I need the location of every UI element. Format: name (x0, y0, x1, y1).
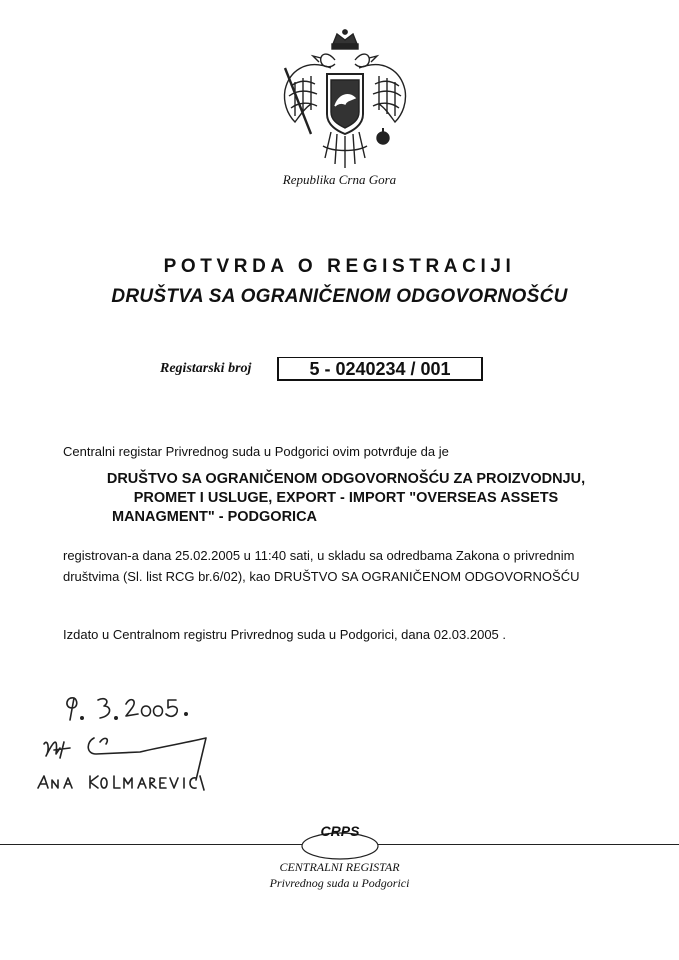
registration-label: Registarski broj (160, 361, 252, 376)
company-name-line1: DRUŠTVO SA OGRANIČENOM ODGOVORNOŠĆU ZA PROIZVODNJU, (106, 471, 586, 487)
registration-statement-line1: registrovan-a dana 25.02.2005 u 11:40 sati, u skladu sa odredbama Zakona o privrednim (63, 548, 575, 563)
document-title: POTVRDA O REGISTRACIJI (163, 256, 516, 277)
intro-text: Centralni registar Privrednog suda u Podgorici ovim potvrđuje da je (63, 444, 449, 459)
signature-icon (30, 692, 250, 812)
stamp-registry-name: CENTRALNI REGISTAR (279, 860, 400, 874)
company-name-line3: MANAGMENT" - PODGORICA (112, 509, 318, 525)
issued-statement: Izdato u Centralnom registru Privrednog suda u Podgorici, dana 02.03.2005 . (63, 627, 506, 642)
company-name (66, 470, 626, 527)
republic-caption: Republika Crna Gora (282, 172, 397, 187)
company-name-line2: PROMET I USLUGE, EXPORT - IMPORT "OVERSEAS ASSETS (133, 490, 559, 506)
registration-statement-line2: društvima (Sl. list RCG br.6/02), kao DRUŠTVO SA OGRANIČENOM ODGOVORNOŠĆU (63, 569, 580, 584)
stamp-court-name: Privrednog suda u Podgorici (269, 876, 410, 890)
document-subtitle: DRUŠTVA SA OGRANIČENOM ODGOVORNOŠĆU (111, 286, 568, 307)
coat-of-arms-icon (275, 28, 415, 170)
crps-logo-icon (210, 814, 490, 860)
registration-number: 5 - 0240234 / 001 (277, 357, 483, 381)
crps-logo-text: CRPS (320, 823, 360, 839)
